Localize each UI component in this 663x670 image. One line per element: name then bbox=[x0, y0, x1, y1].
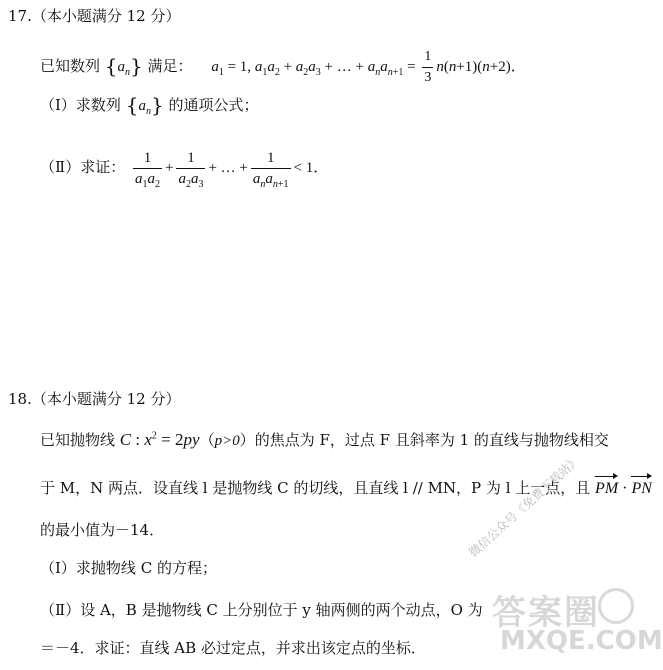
intro-text: 已知数列 bbox=[40, 56, 101, 75]
problem-18-part2: （Ⅱ）设 A，B 是抛物线 C 上分别位于 y 轴两侧的两个动点，O 为 bbox=[40, 601, 483, 619]
intro-text-2: 满足： bbox=[147, 56, 193, 75]
condition: p>0 bbox=[214, 433, 240, 449]
watermark-logo: 答案圈 bbox=[492, 593, 600, 633]
problem-17-part1: （Ⅰ）求数列 $\{a_n\}$ 的通项公式； bbox=[40, 93, 259, 117]
watermark-circle-icon bbox=[598, 588, 634, 624]
paren-open: （ bbox=[199, 431, 215, 449]
problem-18-part1: （Ⅰ）求抛物线 C 的方程； bbox=[40, 559, 217, 577]
inequality-formula: $\frac{1}{a_1a_2}$ + $\frac{1}{a_2a_3}$ + … + $\frac{1}{a_na_{n+1}}$ < 1． bbox=[134, 150, 329, 190]
line2-text: 于 M，N 两点．设直线 l 是抛物线 C 的切线，且直线 l // MN，P 为 l 上一点，且 bbox=[40, 479, 591, 497]
problem-17-header: 17.（本小题满分 12 分） bbox=[8, 7, 181, 25]
problem-18-header: 18.（本小题满分 12 分） bbox=[8, 390, 181, 408]
watermark-text: 微信公众号《免费下载站》 bbox=[466, 453, 583, 560]
line1-text-2: ）的焦点为 F，过点 F 且斜率为 1 的直线与抛物线相交 bbox=[239, 431, 609, 449]
vector-product: PM · PN bbox=[595, 480, 652, 497]
recurrence-formula: $a_1 = 1$, $a_1a_2 + a_2a_3$ + … + $a_na_{n+1}$ = $\frac{1}{3}$ n(n+1)(n+2)． bbox=[211, 59, 525, 75]
problem-18-line3: 的最小值为－14． bbox=[40, 521, 165, 539]
line1-text: 已知抛物线 bbox=[40, 431, 116, 449]
problem-18-part2-tail: ＝－4．求证：直线 AB 必过定点，并求出该定点的坐标． bbox=[40, 639, 426, 657]
parabola-equation: C : $x^2 = 2py$ bbox=[119, 430, 200, 449]
watermark-site: MXQE.COM bbox=[500, 626, 663, 656]
part2-text: （Ⅱ）求证： bbox=[40, 157, 126, 176]
part1-text: （Ⅰ）求数列 bbox=[40, 96, 121, 114]
part1-text-2: 的通项公式； bbox=[168, 96, 259, 114]
problem-18-line1 bbox=[40, 430, 609, 451]
problem-17-part2 bbox=[40, 148, 328, 189]
problem-17-statement: 已知数列 $\{a_n\}$ 满足： $a_1 = 1$, $a_1a_2 + a_2a_3$ + … + $a_na_{n+1}$ = $\frac{1}{3}$ n(n+1)(n+2)． bbox=[40, 47, 526, 88]
